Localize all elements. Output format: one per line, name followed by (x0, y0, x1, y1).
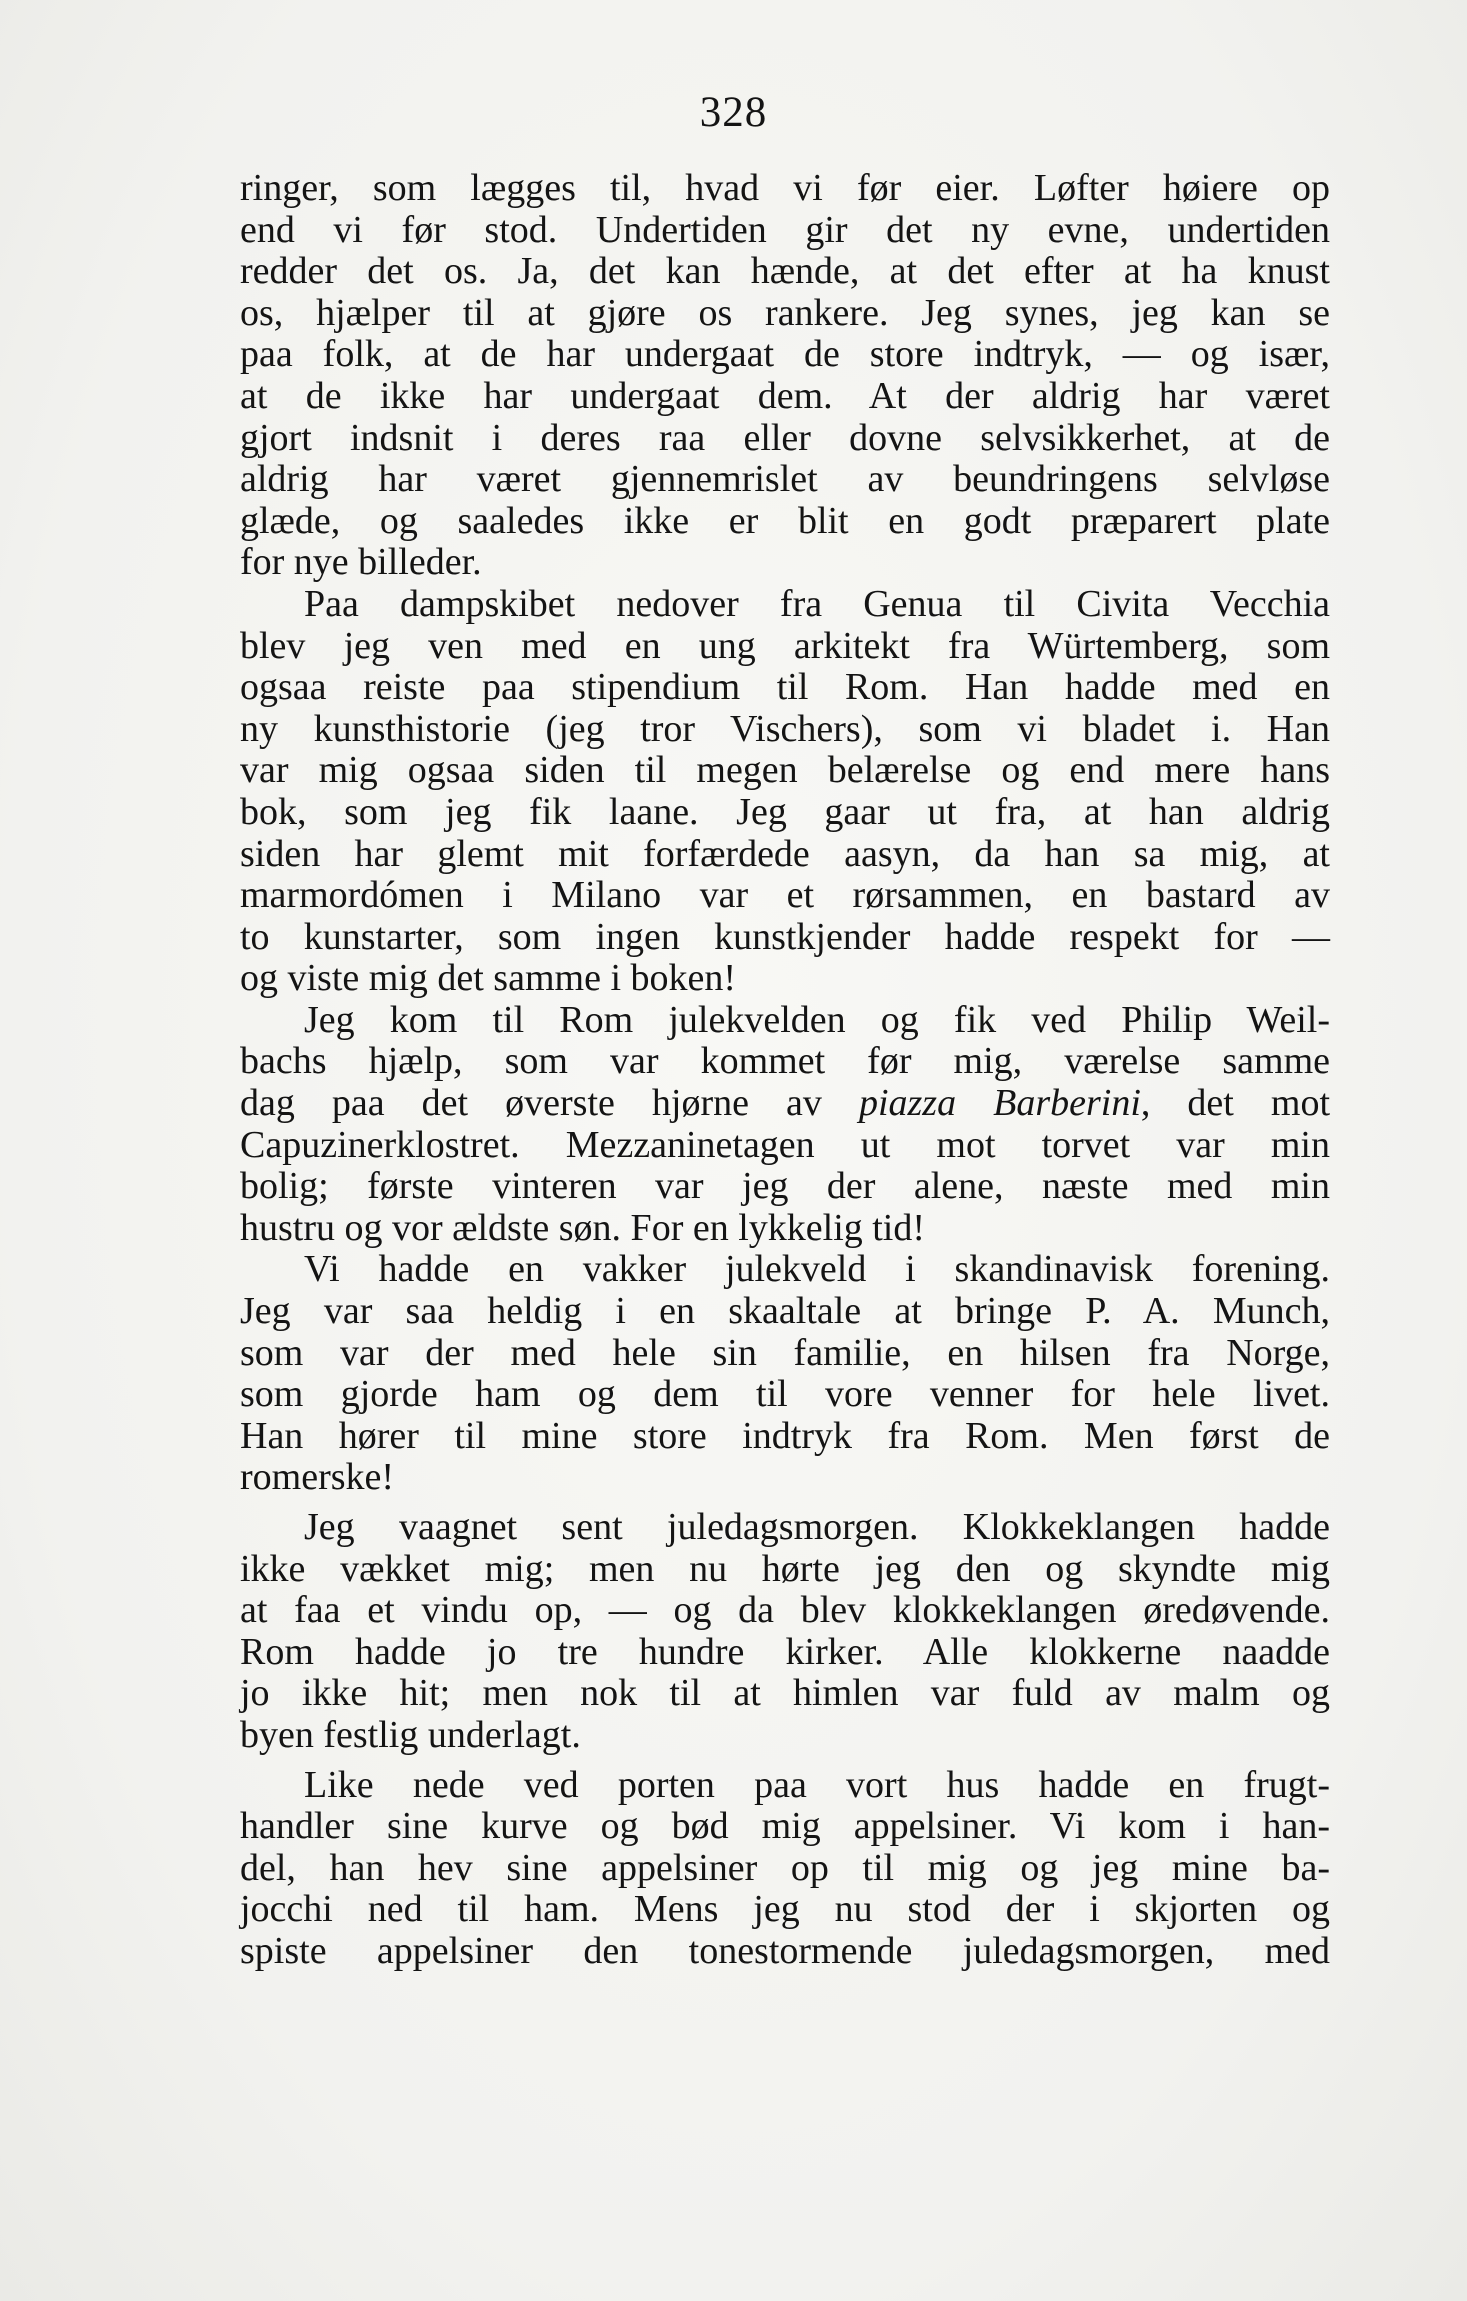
text-line: marmordómen i Milano var et rørsammen, en bastard av (240, 874, 1330, 917)
paragraph (240, 1249, 1330, 1499)
text-line: som var der med hele sin familie, en hilsen fra Norge, (240, 1331, 1330, 1374)
text-line: for nye billeder. (240, 541, 482, 584)
text-line: handler sine kurve og bød mig appelsiner. Vi kom i han- (240, 1805, 1330, 1848)
text-line: redder det os. Ja, det kan hænde, at det efter at ha knust (240, 250, 1330, 293)
text-line: at faa et vindu op, — og da blev klokkeklangen øredøvende. (240, 1589, 1330, 1632)
paragraph (240, 1000, 1330, 1250)
text-line: Like nede ved porten paa vort hus hadde en frugt- (304, 1763, 1330, 1806)
text-line: os, hjælper til at gjøre os rankere. Jeg synes, jeg kan se (240, 291, 1330, 334)
text-line: Jeg kom til Rom julekvelden og fik ved Philip Weil- (304, 998, 1330, 1041)
text-line: glæde, og saaledes ikke er blit en godt præparert plate (240, 499, 1330, 542)
text-line: to kunstarter, som ingen kunstkjender hadde respekt for — (240, 915, 1330, 958)
text-line: Vi hadde en vakker julekveld i skandinavisk forening. (304, 1248, 1330, 1291)
text-line: siden har glemt mit forfærdede aasyn, da han sa mig, at (240, 832, 1330, 875)
page-number: 328 (699, 89, 768, 136)
text-line: end vi før stod. Undertiden gir det ny evne, undertiden (240, 208, 1330, 251)
text-line: Jeg vaagnet sent juledagsmorgen. Klokkeklangen hadde (304, 1506, 1330, 1548)
text-line: gjort indsnit i deres raa eller dovne selvsikkerhet, at de (240, 416, 1330, 459)
text-line: som gjorde ham og dem til vore venner for hele livet. (240, 1373, 1330, 1416)
paragraph (240, 1765, 1330, 1973)
text-line: bok, som jeg fik laane. Jeg gaar ut fra, at han aldrig (240, 790, 1330, 833)
text-line: Han hører til mine store indtryk fra Rom. Men først de (240, 1414, 1330, 1457)
text-line: var mig ogsaa siden til megen belærelse og end mere hans (240, 749, 1330, 792)
text-line: dag paa det øverste hjørne av piazza Barberini, det mot (240, 1082, 1331, 1125)
text-line: ny kunsthistorie (jeg tror Vischers), som vi bladet i. Han (240, 707, 1330, 750)
text-line: jo ikke hit; men nok til at himlen var fuld av malm og (240, 1672, 1330, 1715)
text-line: at de ikke har undergaat dem. At der aldrig har været (240, 374, 1330, 417)
text-line: bachs hjælp, som var kommet før mig, værelse samme (240, 1040, 1330, 1083)
paragraph (240, 1507, 1330, 1757)
text-line: byen festlig underlagt. (240, 1713, 581, 1756)
text-line: og viste mig det samme i boken! (240, 957, 737, 1000)
text-line: del, han hev sine appelsiner op til mig og jeg mine ba- (240, 1846, 1330, 1889)
text-line: hustru og vor ældste søn. For en lykkelig tid! (240, 1206, 926, 1249)
text-line: romerske! (240, 1456, 395, 1499)
text-line: Capuzinerklostret. Mezzaninetagen ut mot torvet var min (240, 1123, 1330, 1166)
paragraph (240, 168, 1330, 584)
text-line: aldrig har været gjennemrislet av beundringens selvløse (240, 458, 1330, 501)
paragraph (240, 584, 1330, 1000)
text-line: paa folk, at de har undergaat de store indtryk, — og især, (240, 333, 1330, 376)
text-line: bolig; første vinteren var jeg der alene, næste med min (240, 1165, 1330, 1208)
text-line: blev jeg ven med en ung arkitekt fra Würtemberg, som (240, 624, 1330, 667)
text-line: jocchi ned til ham. Mens jeg nu stod der i skjorten og (240, 1888, 1330, 1931)
text-line: ogsaa reiste paa stipendium til Rom. Han hadde med en (240, 666, 1330, 709)
body-text (240, 168, 1330, 1973)
text-line: Paa dampskibet nedover fra Genua til Civita Vecchia (304, 582, 1330, 625)
text-line: spiste appelsiner den tonestormende juledagsmorgen, med (240, 1929, 1330, 1972)
text-line: ikke vækket mig; men nu hørte jeg den og skyndte mig (240, 1547, 1330, 1590)
text-line: Rom hadde jo tre hundre kirker. Alle klokkerne naadde (240, 1630, 1330, 1673)
text-line: Jeg var saa heldig i en skaaltale at bringe P. A. Munch, (240, 1290, 1330, 1333)
text-line: ringer, som lægges til, hvad vi før eier. Løfter høiere op (240, 167, 1330, 209)
